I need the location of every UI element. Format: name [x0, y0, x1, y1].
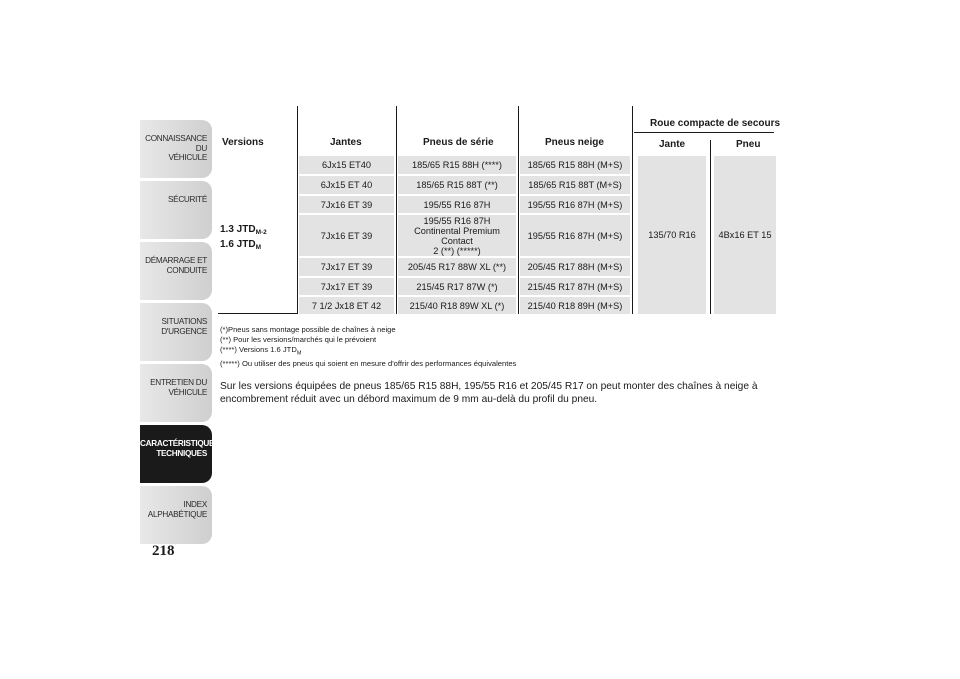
footnote-4: (*****) Ou utiliser des pneus qui soient en mesure d'offrir des performances équivalentes: [220, 358, 517, 368]
cell-jantes: 7 1/2 Jx18 ET 42: [299, 297, 394, 314]
header-roue-compacte-de-secours: Roue compacte de secours: [650, 118, 781, 129]
cell-jantes: 7Jx16 ET 39: [299, 196, 394, 213]
cell-pneus-serie: 185/65 R15 88T (**): [398, 176, 516, 194]
header-rule: [634, 132, 774, 133]
cell-pneus-serie: 195/55 R16 87H Continental Premium Contact 2 (**) (*****): [398, 215, 516, 256]
cell-jantes: 6Jx15 ET40: [299, 156, 394, 174]
tab-index-alphabetique[interactable]: INDEX ALPHABÉTIQUE: [140, 486, 212, 544]
tab-connaissance-du-vehicule[interactable]: CONNAISSANCE DU VÉHICULE: [140, 120, 212, 178]
cell-pneus-serie: 205/45 R17 88W XL (**): [398, 258, 516, 276]
snow-chains-paragraph: Sur les versions équipées de pneus 185/65 R15 88H, 195/55 R16 et 205/45 R17 on peut monter des chaînes à neige à encombrement réduit avec un débord maximum de 9 mm au-delà du profil du pneu.: [220, 381, 758, 405]
cell-pneus-serie: 215/45 R17 87W (*): [398, 278, 516, 295]
header-pneus-neige: Pneus neige: [545, 137, 604, 148]
tab-caracteristiques-techniques[interactable]: CARACTÉRISTIQUES TECHNIQUES: [140, 425, 212, 483]
tab-entretien-du-vehicule[interactable]: ENTRETIEN DU VÉHICULE: [140, 364, 212, 422]
cell-pneus-serie: 185/65 R15 88H (****): [398, 156, 516, 174]
cell-pneus-neige: 205/45 R17 88H (M+S): [520, 258, 630, 276]
cell-pneus-neige: 195/55 R16 87H (M+S): [520, 196, 630, 213]
cell-pneus-serie: 195/55 R16 87H: [398, 196, 516, 213]
footnote-3: (****) Versions 1.6 $JTD_M$: [220, 345, 302, 357]
page-number: 218: [152, 543, 175, 559]
column-divider: [518, 106, 519, 314]
cell-spare-pneu: 4Bx16 ET 15: [714, 156, 776, 314]
tab-securite[interactable]: SÉCURITÉ: [140, 181, 212, 239]
cell-pneus-neige: 195/55 R16 87H (M+S): [520, 215, 630, 256]
column-divider: [297, 106, 298, 314]
cell-spare-jante: 135/70 R16: [638, 156, 706, 314]
cell-jantes: 7Jx16 ET 39: [299, 215, 394, 256]
cell-pneus-neige: 185/65 R15 88H (M+S): [520, 156, 630, 174]
column-divider: [710, 140, 711, 314]
versions-label: 1.3 $JTD_{M-2}$ 1.6 $JTD_M$: [220, 224, 267, 251]
header-jantes: Jantes: [330, 137, 362, 148]
table-bottom-rule: [218, 313, 298, 314]
column-divider: [632, 106, 633, 314]
cell-pneus-neige: 215/45 R17 87H (M+S): [520, 278, 630, 295]
footnote-1: (*)Pneus sans montage possible de chaînes à neige: [220, 325, 396, 334]
cell-jantes: 7Jx17 ET 39: [299, 258, 394, 276]
header-pneu: Pneu: [736, 139, 761, 150]
tab-demarrage-et-conduite[interactable]: DÉMARRAGE ET CONDUITE: [140, 242, 212, 300]
tyre-spec-table: [218, 106, 781, 314]
footnotes: [220, 325, 516, 369]
cell-jantes: 6Jx15 ET 40: [299, 176, 394, 194]
header-pneus-de-serie: Pneus de série: [423, 137, 494, 148]
header-jante: Jante: [659, 139, 686, 150]
cell-pneus-neige: 185/65 R15 88T (M+S): [520, 176, 630, 194]
cell-pneus-serie: 215/40 R18 89W XL (*): [398, 297, 516, 314]
cell-pneus-neige: 215/40 R18 89H (M+S): [520, 297, 630, 314]
column-divider: [396, 106, 397, 314]
header-versions: Versions: [222, 137, 264, 148]
tab-situations-urgence[interactable]: SITUATIONS D'URGENCE: [140, 303, 212, 361]
cell-jantes: 7Jx17 ET 39: [299, 278, 394, 295]
footnote-2: (**) Pour les versions/marchés qui le prévoient: [220, 335, 377, 344]
